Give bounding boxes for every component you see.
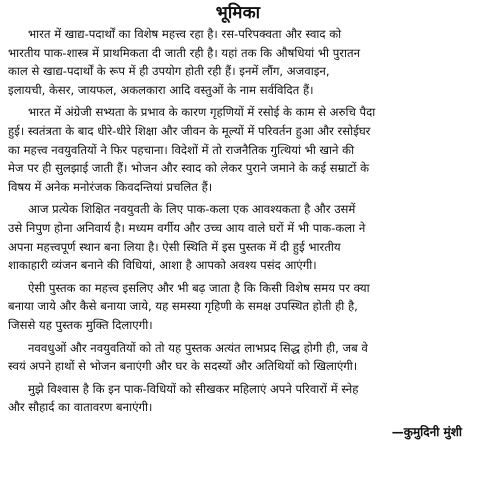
paragraph-line: इलायची, केसर, जायफल, अकलकारा आदि वस्तुओं के नाम सर्वविदित हैं। xyxy=(8,82,314,97)
paragraph-line: अपना महत्त्वपूर्ण स्थान बना लिया है। ऐसी स्थिति में इस पुस्तक में दी हुई भारतीय xyxy=(8,239,341,254)
paragraph-1 xyxy=(8,25,468,99)
paragraph-line: उसे निपुण होना अनिवार्य है। मध्यम वर्गीय और उच्च आय वाले घरों में भी पाक-कला ने xyxy=(8,220,366,235)
paragraph-line: भारत में खाद्य-पदार्थों का विशेष महत्त्व रहा है। रस-परिपक्वता और स्वाद को xyxy=(28,27,342,41)
paragraph-line: शाकाहारी व्यंजन बनाने की विधियां, आशा है आपको अवश्य पसंद आएंगी। xyxy=(8,258,317,273)
paragraph-line: का महत्त्व नवयुवतियों ने फिर पहचाना। विदेशों में तो राजनैतिक गुत्थियां भी खाने की xyxy=(8,142,355,157)
paragraph-line: आज प्रत्येक शिक्षित नवयुवती के लिए पाक-कला एक आवश्यकता है और उसमें xyxy=(28,202,356,217)
paragraph-3 xyxy=(8,200,468,274)
paragraph-line: मेज पर ही सुलझाई जाती हैं। भोजन और स्वाद को लेकर पुराने जमाने के कई सम्राटों के xyxy=(8,161,369,176)
paragraph-line: और सौहार्द का वातावरण बनाएंगी। xyxy=(8,400,153,415)
paragraph-line: विषय में अनेक मनोरंजक किवदन्तियां प्रचलित हैं। xyxy=(8,179,213,194)
paragraph-line: काल से खाद्य-पदार्थों के रूप में ही उपयोग होती रही हैं। इनमें लौंग, अजवाइन, xyxy=(8,64,330,79)
paragraph-6 xyxy=(8,380,468,417)
paragraph-line: भारतीय पाक-शास्त्र में प्राथमिकता दी जाती रही है। यहां तक कि औषधियां भी पुरातन xyxy=(8,45,361,60)
paragraph-line: स्वयं अपने हाथों से भोजन बनाएंगी और घर के सदस्यों और अतिथियों को खिलाएंगी। xyxy=(8,359,358,374)
page-title: भूमिका xyxy=(215,3,261,23)
paragraph-line: नववधुओं और नवयुवतियों को तो यह पुस्तक अत्यंत लाभप्रद सिद्ध होगी ही, जब वे xyxy=(28,340,368,355)
paragraph-line: मुझे विश्वास है कि इन पाक-विधियों को सीखकर महिलाएं अपने परिवारों में स्नेह xyxy=(28,381,359,396)
paragraph-5 xyxy=(8,339,468,376)
paragraph-line: बनाया जाये और कैसे बनाया जाये, यह समस्या गृहिणी के समक्ष उपस्थित होती ही है, xyxy=(8,299,358,314)
paragraph-line: ऐसी पुस्तक का महत्त्व इसलिए और भी बढ़ जाता है कि किसी विशेष समय पर क्या xyxy=(28,280,370,295)
paragraph-2 xyxy=(8,103,468,196)
paragraph-line: हुई। स्वतंत्रता के बाद धीरे-धीरे शिक्षा और जीवन के मूल्यों में परिवर्तन हुआ और रसोईघर xyxy=(8,123,371,138)
author-signature: —कुमुदिनी मुंशी xyxy=(391,424,462,439)
paragraph-line: भारत में अंग्रेजी सभ्यता के प्रभाव के कारण गृहणियों में रसोई के काम से अरुचि पैदा xyxy=(28,105,376,120)
paragraph-4 xyxy=(8,279,468,335)
paragraph-line: जिससे यह पुस्तक मुक्ति दिलाएगी। xyxy=(8,317,153,332)
